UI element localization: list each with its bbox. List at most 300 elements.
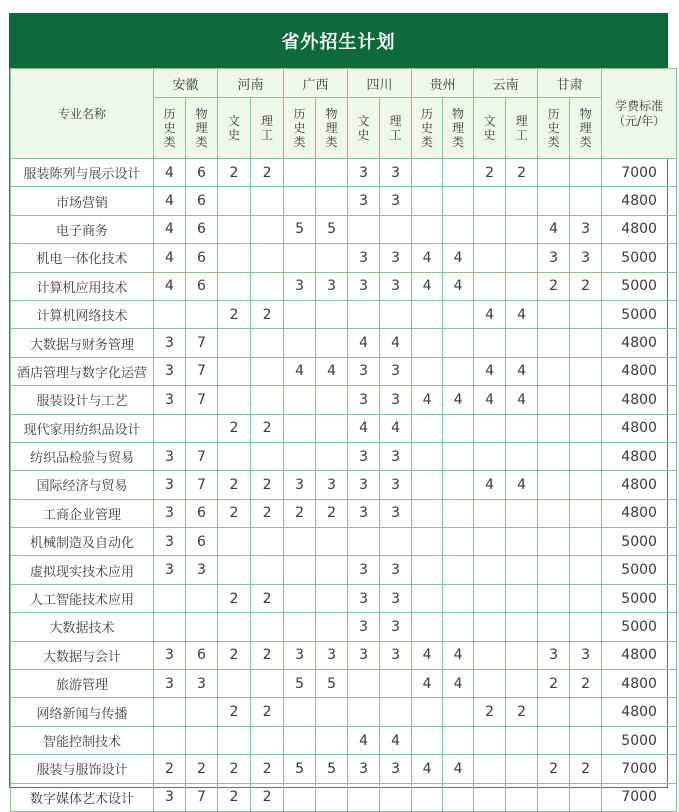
quota-cell: [474, 528, 506, 556]
quota-cell: [218, 272, 251, 300]
quota-cell: 2: [218, 698, 251, 726]
fee-cell: 4800: [602, 329, 677, 357]
quota-cell: [251, 556, 284, 584]
quota-cell: [443, 300, 474, 328]
quota-cell: 3: [154, 528, 186, 556]
quota-cell: [284, 613, 316, 641]
quota-cell: [570, 613, 602, 641]
quota-cell: [538, 187, 570, 215]
subject-header-label: 历史类: [547, 107, 560, 149]
quota-cell: 4: [474, 357, 506, 385]
quota-cell: 4: [380, 414, 412, 442]
fee-cell: 5000: [602, 613, 677, 641]
quota-cell: [506, 499, 538, 527]
quota-cell: [218, 329, 251, 357]
quota-cell: [506, 215, 538, 243]
quota-cell: 5: [284, 670, 316, 698]
quota-cell: [316, 244, 348, 272]
quota-cell: [412, 556, 443, 584]
quota-cell: [412, 357, 443, 385]
table-row: [11, 499, 677, 527]
quota-cell: 2: [218, 414, 251, 442]
quota-cell: 7: [186, 357, 218, 385]
quota-cell: 2: [218, 584, 251, 612]
subject-header: [474, 98, 506, 159]
quota-cell: [443, 215, 474, 243]
quota-cell: [474, 272, 506, 300]
quota-cell: 7: [186, 442, 218, 470]
subject-header-label: 物理类: [195, 107, 208, 149]
table-row: [11, 272, 677, 300]
quota-cell: [218, 670, 251, 698]
quota-cell: 3: [348, 357, 380, 385]
major-name-cell: 智能控制技术: [11, 726, 154, 754]
quota-cell: [218, 442, 251, 470]
fee-cell: 7000: [602, 755, 677, 783]
table-row: [11, 300, 677, 328]
quota-cell: [412, 499, 443, 527]
quota-cell: [218, 386, 251, 414]
quota-cell: [570, 584, 602, 612]
quota-cell: [348, 670, 380, 698]
major-name-cell: 计算机网络技术: [11, 300, 154, 328]
quota-cell: [412, 584, 443, 612]
quota-cell: [506, 414, 538, 442]
quota-cell: 3: [348, 499, 380, 527]
quota-cell: 3: [154, 783, 186, 811]
quota-cell: [284, 329, 316, 357]
subject-header: [443, 98, 474, 159]
quota-cell: 2: [218, 300, 251, 328]
quota-cell: [412, 159, 443, 187]
quota-cell: 2: [218, 471, 251, 499]
table-row: [11, 641, 677, 669]
quota-cell: [474, 329, 506, 357]
quota-cell: [570, 556, 602, 584]
quota-cell: [412, 442, 443, 470]
quota-cell: 5: [316, 215, 348, 243]
table-row: [11, 670, 677, 698]
quota-cell: 3: [348, 187, 380, 215]
quota-cell: 4: [412, 244, 443, 272]
major-name-cell: 服装与服饰设计: [11, 755, 154, 783]
quota-cell: 3: [284, 272, 316, 300]
quota-cell: 4: [506, 357, 538, 385]
quota-cell: 3: [380, 272, 412, 300]
quota-cell: [380, 670, 412, 698]
quota-cell: 4: [474, 300, 506, 328]
province-header: 河南: [218, 69, 284, 98]
table-row: [11, 698, 677, 726]
subject-header: [316, 98, 348, 159]
subject-header: [412, 98, 443, 159]
major-name-cell: 服装设计与工艺: [11, 386, 154, 414]
quota-cell: 3: [380, 556, 412, 584]
province-header: 广西: [284, 69, 348, 98]
quota-cell: 6: [186, 272, 218, 300]
fee-cell: 4800: [602, 187, 677, 215]
province-header: 甘肃: [538, 69, 602, 98]
quota-cell: 4: [474, 471, 506, 499]
table-row: [11, 244, 677, 272]
major-name-cell: 服装陈列与展示设计: [11, 159, 154, 187]
quota-cell: [412, 187, 443, 215]
table-row: [11, 215, 677, 243]
quota-cell: 5: [284, 755, 316, 783]
quota-cell: 2: [474, 159, 506, 187]
quota-cell: 2: [506, 698, 538, 726]
quota-cell: 6: [186, 244, 218, 272]
quota-cell: [538, 528, 570, 556]
quota-cell: [316, 556, 348, 584]
quota-cell: 2: [218, 159, 251, 187]
quota-cell: 3: [348, 641, 380, 669]
quota-cell: [474, 726, 506, 754]
quota-cell: [186, 613, 218, 641]
quota-cell: [570, 187, 602, 215]
quota-cell: 4: [538, 215, 570, 243]
quota-cell: [570, 783, 602, 811]
fee-cell: 7000: [602, 159, 677, 187]
quota-cell: [284, 300, 316, 328]
quota-cell: [412, 698, 443, 726]
major-name-cell: 人工智能技术应用: [11, 584, 154, 612]
quota-cell: [218, 187, 251, 215]
quota-cell: [380, 783, 412, 811]
major-name-cell: 数字媒体艺术设计: [11, 783, 154, 811]
quota-cell: 3: [154, 357, 186, 385]
subject-header-label: 历史类: [163, 107, 176, 149]
quota-cell: [506, 783, 538, 811]
quota-cell: 6: [186, 528, 218, 556]
quota-cell: 3: [380, 244, 412, 272]
quota-cell: 3: [348, 556, 380, 584]
quota-cell: [474, 584, 506, 612]
quota-cell: [506, 272, 538, 300]
quota-cell: [154, 698, 186, 726]
quota-cell: [186, 698, 218, 726]
quota-cell: [218, 357, 251, 385]
quota-cell: [474, 215, 506, 243]
quota-cell: [474, 641, 506, 669]
quota-cell: [251, 613, 284, 641]
quota-cell: [284, 698, 316, 726]
quota-cell: 3: [348, 386, 380, 414]
quota-cell: [186, 726, 218, 754]
quota-cell: 6: [186, 641, 218, 669]
major-name-cell: 计算机应用技术: [11, 272, 154, 300]
quota-cell: 6: [186, 159, 218, 187]
major-name-cell: 市场营销: [11, 187, 154, 215]
quota-cell: [443, 584, 474, 612]
table-row: [11, 528, 677, 556]
quota-cell: [380, 698, 412, 726]
quota-cell: [316, 584, 348, 612]
quota-cell: [412, 528, 443, 556]
quota-cell: 2: [474, 698, 506, 726]
quota-cell: 4: [154, 272, 186, 300]
quota-cell: [474, 442, 506, 470]
quota-cell: [218, 528, 251, 556]
quota-cell: 4: [443, 386, 474, 414]
subject-header: [348, 98, 380, 159]
fee-cell: 5000: [602, 244, 677, 272]
subject-header: [251, 98, 284, 159]
quota-cell: [443, 187, 474, 215]
quota-cell: [538, 300, 570, 328]
quota-cell: [538, 471, 570, 499]
quota-cell: [284, 584, 316, 612]
quota-cell: 2: [316, 499, 348, 527]
quota-cell: 3: [186, 556, 218, 584]
quota-cell: 4: [412, 386, 443, 414]
quota-cell: [443, 613, 474, 641]
quota-cell: [412, 613, 443, 641]
quota-cell: 3: [316, 272, 348, 300]
quota-cell: 2: [251, 783, 284, 811]
quota-cell: [154, 726, 186, 754]
quota-cell: [316, 386, 348, 414]
fee-cell: 7000: [602, 783, 677, 811]
quota-cell: [474, 670, 506, 698]
quota-cell: 4: [506, 386, 538, 414]
major-name-cell: 现代家用纺织品设计: [11, 414, 154, 442]
quota-cell: 4: [443, 272, 474, 300]
quota-cell: 3: [316, 471, 348, 499]
quota-cell: [506, 244, 538, 272]
quota-cell: [412, 215, 443, 243]
quota-cell: 3: [186, 670, 218, 698]
quota-cell: 3: [284, 471, 316, 499]
major-name-cell: 机械制造及自动化: [11, 528, 154, 556]
quota-cell: 4: [154, 244, 186, 272]
major-name-cell: 大数据与会计: [11, 641, 154, 669]
quota-cell: [316, 783, 348, 811]
quota-cell: [348, 698, 380, 726]
quota-cell: [251, 386, 284, 414]
quota-cell: 2: [506, 159, 538, 187]
subject-header: [284, 98, 316, 159]
quota-cell: 2: [570, 670, 602, 698]
quota-cell: [443, 726, 474, 754]
quota-cell: 4: [474, 386, 506, 414]
table-row: [11, 357, 677, 385]
quota-cell: [570, 329, 602, 357]
subject-header-label: 文史: [357, 114, 370, 142]
quota-cell: 4: [348, 726, 380, 754]
quota-cell: [570, 726, 602, 754]
quota-cell: [506, 584, 538, 612]
subject-header-label: 理工: [389, 114, 402, 142]
table-row: [11, 386, 677, 414]
subject-header-label: 物理类: [579, 107, 592, 149]
fee-cell: 5000: [602, 556, 677, 584]
quota-cell: [443, 471, 474, 499]
quota-cell: [251, 670, 284, 698]
quota-cell: 4: [348, 414, 380, 442]
quota-cell: [538, 386, 570, 414]
quota-cell: [348, 300, 380, 328]
table-row: [11, 329, 677, 357]
quota-cell: [284, 528, 316, 556]
fee-cell: 4800: [602, 471, 677, 499]
quota-cell: [251, 528, 284, 556]
quota-cell: [538, 698, 570, 726]
quota-cell: 2: [251, 698, 284, 726]
quota-cell: 4: [412, 755, 443, 783]
quota-cell: [412, 783, 443, 811]
quota-cell: 3: [380, 386, 412, 414]
quota-cell: 4: [348, 329, 380, 357]
quota-cell: [538, 783, 570, 811]
fee-cell: 4800: [602, 670, 677, 698]
subject-header-label: 历史类: [421, 107, 434, 149]
quota-cell: 3: [154, 499, 186, 527]
table-header: [11, 69, 677, 159]
quota-cell: 3: [380, 357, 412, 385]
quota-cell: [474, 187, 506, 215]
quota-cell: [284, 159, 316, 187]
quota-cell: [316, 159, 348, 187]
fee-cell: 4800: [602, 698, 677, 726]
quota-cell: [474, 556, 506, 584]
quota-cell: [443, 698, 474, 726]
quota-cell: [154, 613, 186, 641]
quota-cell: [316, 528, 348, 556]
quota-cell: [251, 215, 284, 243]
table-body: [11, 159, 677, 812]
quota-cell: 2: [218, 641, 251, 669]
quota-cell: 3: [154, 386, 186, 414]
quota-cell: 3: [380, 613, 412, 641]
quota-cell: 3: [154, 670, 186, 698]
major-name-cell: 大数据与财务管理: [11, 329, 154, 357]
quota-cell: [348, 528, 380, 556]
quota-cell: [316, 329, 348, 357]
quota-cell: 2: [538, 670, 570, 698]
quota-cell: [443, 329, 474, 357]
quota-cell: 2: [570, 272, 602, 300]
table-row: [11, 187, 677, 215]
column-header-major: 专业名称: [11, 69, 154, 159]
province-header: 云南: [474, 69, 538, 98]
quota-cell: 2: [538, 755, 570, 783]
quota-cell: 3: [154, 471, 186, 499]
quota-cell: 3: [380, 641, 412, 669]
quota-cell: 3: [348, 471, 380, 499]
quota-cell: 4: [443, 641, 474, 669]
quota-cell: 2: [186, 755, 218, 783]
quota-cell: [154, 584, 186, 612]
quota-cell: 4: [412, 641, 443, 669]
subject-header: [538, 98, 570, 159]
quota-cell: [570, 442, 602, 470]
subject-header: [186, 98, 218, 159]
fee-cell: 4800: [602, 386, 677, 414]
subject-header-label: 物理类: [325, 107, 338, 149]
quota-cell: 4: [412, 272, 443, 300]
quota-cell: 3: [316, 641, 348, 669]
fee-cell: 4800: [602, 414, 677, 442]
quota-cell: 4: [284, 357, 316, 385]
subject-header-label: 物理类: [452, 107, 465, 149]
quota-cell: [284, 414, 316, 442]
quota-cell: [570, 471, 602, 499]
quota-cell: 3: [284, 641, 316, 669]
table-row: [11, 159, 677, 187]
quota-cell: 2: [284, 499, 316, 527]
quota-cell: [316, 187, 348, 215]
quota-cell: 3: [380, 471, 412, 499]
quota-cell: [284, 783, 316, 811]
quota-cell: [218, 244, 251, 272]
major-name-cell: 虚拟现实技术应用: [11, 556, 154, 584]
quota-cell: [570, 414, 602, 442]
quota-cell: 3: [348, 244, 380, 272]
subject-header-label: 理工: [515, 114, 528, 142]
quota-cell: [443, 783, 474, 811]
quota-cell: 2: [218, 755, 251, 783]
quota-cell: 4: [443, 755, 474, 783]
quota-cell: [474, 414, 506, 442]
quota-cell: 2: [251, 471, 284, 499]
quota-cell: 3: [348, 442, 380, 470]
quota-cell: [570, 698, 602, 726]
table-row: [11, 471, 677, 499]
table-row: [11, 755, 677, 783]
quota-cell: [412, 471, 443, 499]
quota-cell: [474, 755, 506, 783]
quota-cell: [284, 187, 316, 215]
quota-cell: [538, 726, 570, 754]
quota-cell: [186, 414, 218, 442]
subject-header: [380, 98, 412, 159]
quota-cell: [506, 187, 538, 215]
major-name-cell: 旅游管理: [11, 670, 154, 698]
quota-cell: [506, 329, 538, 357]
quota-cell: [538, 499, 570, 527]
quota-cell: [412, 414, 443, 442]
major-name-cell: 工商企业管理: [11, 499, 154, 527]
major-name-cell: 酒店管理与数字化运营: [11, 357, 154, 385]
quota-cell: 4: [506, 471, 538, 499]
quota-cell: [284, 556, 316, 584]
quota-cell: 3: [570, 244, 602, 272]
quota-cell: 2: [251, 159, 284, 187]
quota-cell: [186, 300, 218, 328]
subject-header: [506, 98, 538, 159]
province-header: 安徽: [154, 69, 218, 98]
quota-cell: [506, 613, 538, 641]
major-name-cell: 电子商务: [11, 215, 154, 243]
quota-cell: 2: [570, 755, 602, 783]
quota-cell: 2: [218, 783, 251, 811]
quota-cell: 5: [316, 755, 348, 783]
quota-cell: 3: [380, 442, 412, 470]
subject-header: [154, 98, 186, 159]
quota-cell: [316, 698, 348, 726]
fee-cell: 4800: [602, 357, 677, 385]
table-row: [11, 414, 677, 442]
table-row: [11, 726, 677, 754]
quota-cell: 5: [316, 670, 348, 698]
quota-cell: 3: [154, 641, 186, 669]
quota-cell: [538, 613, 570, 641]
quota-cell: 3: [380, 159, 412, 187]
quota-cell: 4: [316, 357, 348, 385]
quota-cell: [251, 442, 284, 470]
quota-cell: [506, 442, 538, 470]
